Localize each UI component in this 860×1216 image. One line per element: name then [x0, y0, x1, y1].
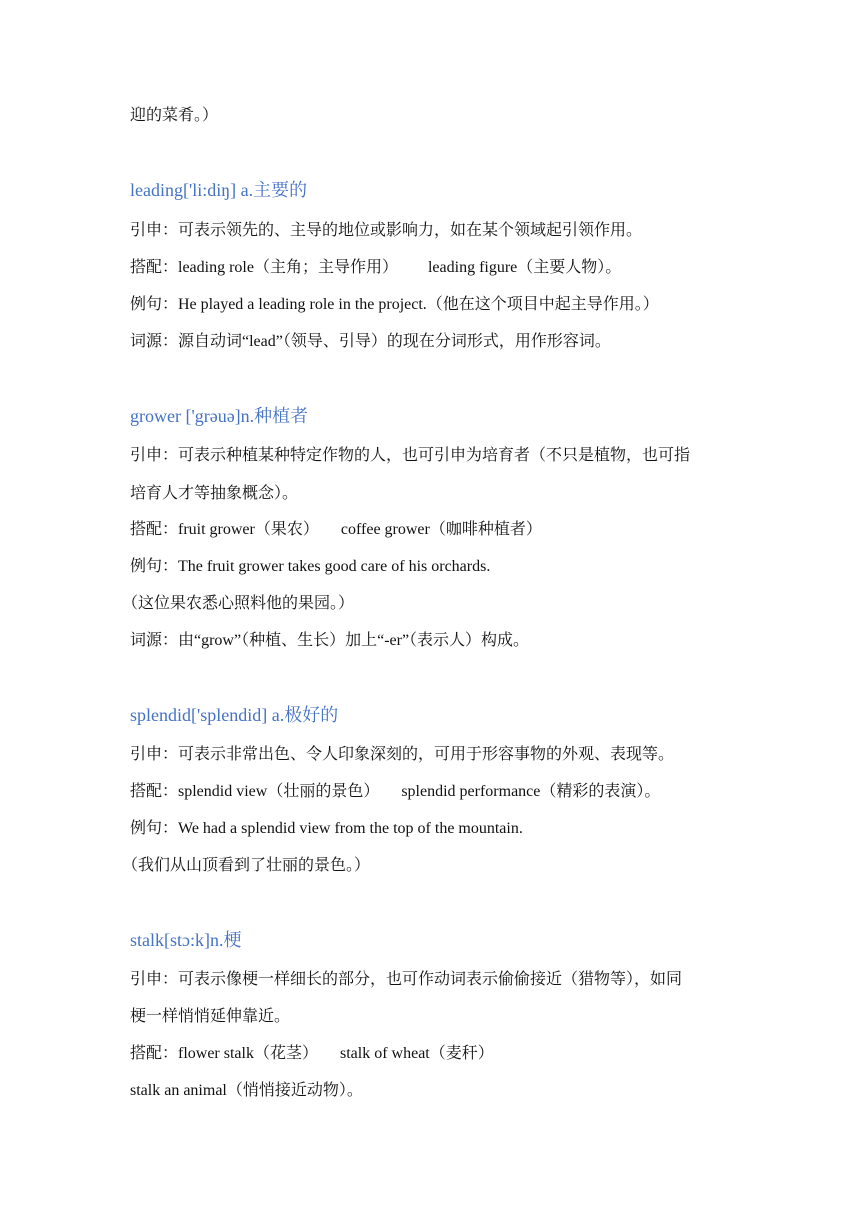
- entry-translation: （我们从山顶看到了壮丽的景色。）: [122, 857, 371, 874]
- entry-title-splendid: splendid['splendid] a.极好的: [130, 705, 339, 725]
- collocation-b: splendid performance（精彩的表演）。: [401, 783, 661, 800]
- collocation-b: stalk of wheat（麦秆）: [339, 1045, 494, 1062]
- collocation-b: coffee grower（咖啡种植者）: [340, 521, 542, 538]
- collocation-a: 搭配：flower stalk（花茎）: [130, 1045, 318, 1062]
- collocation-b: leading figure（主要人物）。: [427, 259, 622, 276]
- entry-example: 例句：He played a leading role in the project.（他在这个项目中起主导作用。）: [130, 296, 659, 313]
- entry-title-grower: grower ['grəuə]n.种植者: [130, 406, 309, 426]
- collocation-a: 搭配：fruit grower（果农）: [130, 521, 319, 538]
- entry-extension-line1: 引申：可表示像梗一样细长的部分，也可作动词表示偷偷接近（猎物等），如同: [130, 971, 683, 988]
- entry-extension: 引申：可表示领先的、主导的地位或影响力，如在某个领域起引领作用。: [130, 222, 643, 239]
- entry-translation: （这位果农悉心照料他的果园。）: [122, 595, 355, 612]
- entry-title-leading: leading['li:diŋ] a.主要的: [130, 180, 308, 200]
- entry-collocation: [130, 1044, 494, 1064]
- entry-extension-line2: 培育人才等抽象概念）。: [130, 485, 299, 502]
- entry-collocation: [130, 782, 660, 802]
- entry-title-stalk: stalk[stɔ:k]n.梗: [130, 930, 242, 950]
- intro-tail-text: 迎的菜肴。）: [130, 107, 219, 124]
- entry-extension-line1: 引申：可表示种植某种特定作物的人，也可引申为培育者（不只是植物，也可指: [130, 447, 691, 464]
- entry-extension-line2: 梗一样悄悄延伸靠近。: [130, 1008, 291, 1025]
- entry-collocation: [130, 520, 542, 540]
- entry-example: 例句：We had a splendid view from the top of the mountain.: [130, 820, 523, 837]
- entry-extension: 引申：可表示非常出色、令人印象深刻的，可用于形容事物的外观、表现等。: [130, 746, 675, 763]
- entry-etymology: 词源：源自动词“lead”（领导、引导）的现在分词形式，用作形容词。: [130, 333, 611, 350]
- entry-collocation: [130, 258, 621, 278]
- collocation-a: 搭配：splendid view（壮丽的景色）: [130, 783, 380, 800]
- entry-example: 例句：The fruit grower takes good care of his orchards.: [130, 558, 491, 575]
- entry-etymology: 词源：由“grow”（种植、生长）加上“-er”（表示人）构成。: [130, 632, 530, 649]
- entry-collocation-extra: stalk an animal（悄悄接近动物）。: [130, 1082, 363, 1099]
- collocation-a: 搭配：leading role（主角；主导作用）: [130, 259, 398, 276]
